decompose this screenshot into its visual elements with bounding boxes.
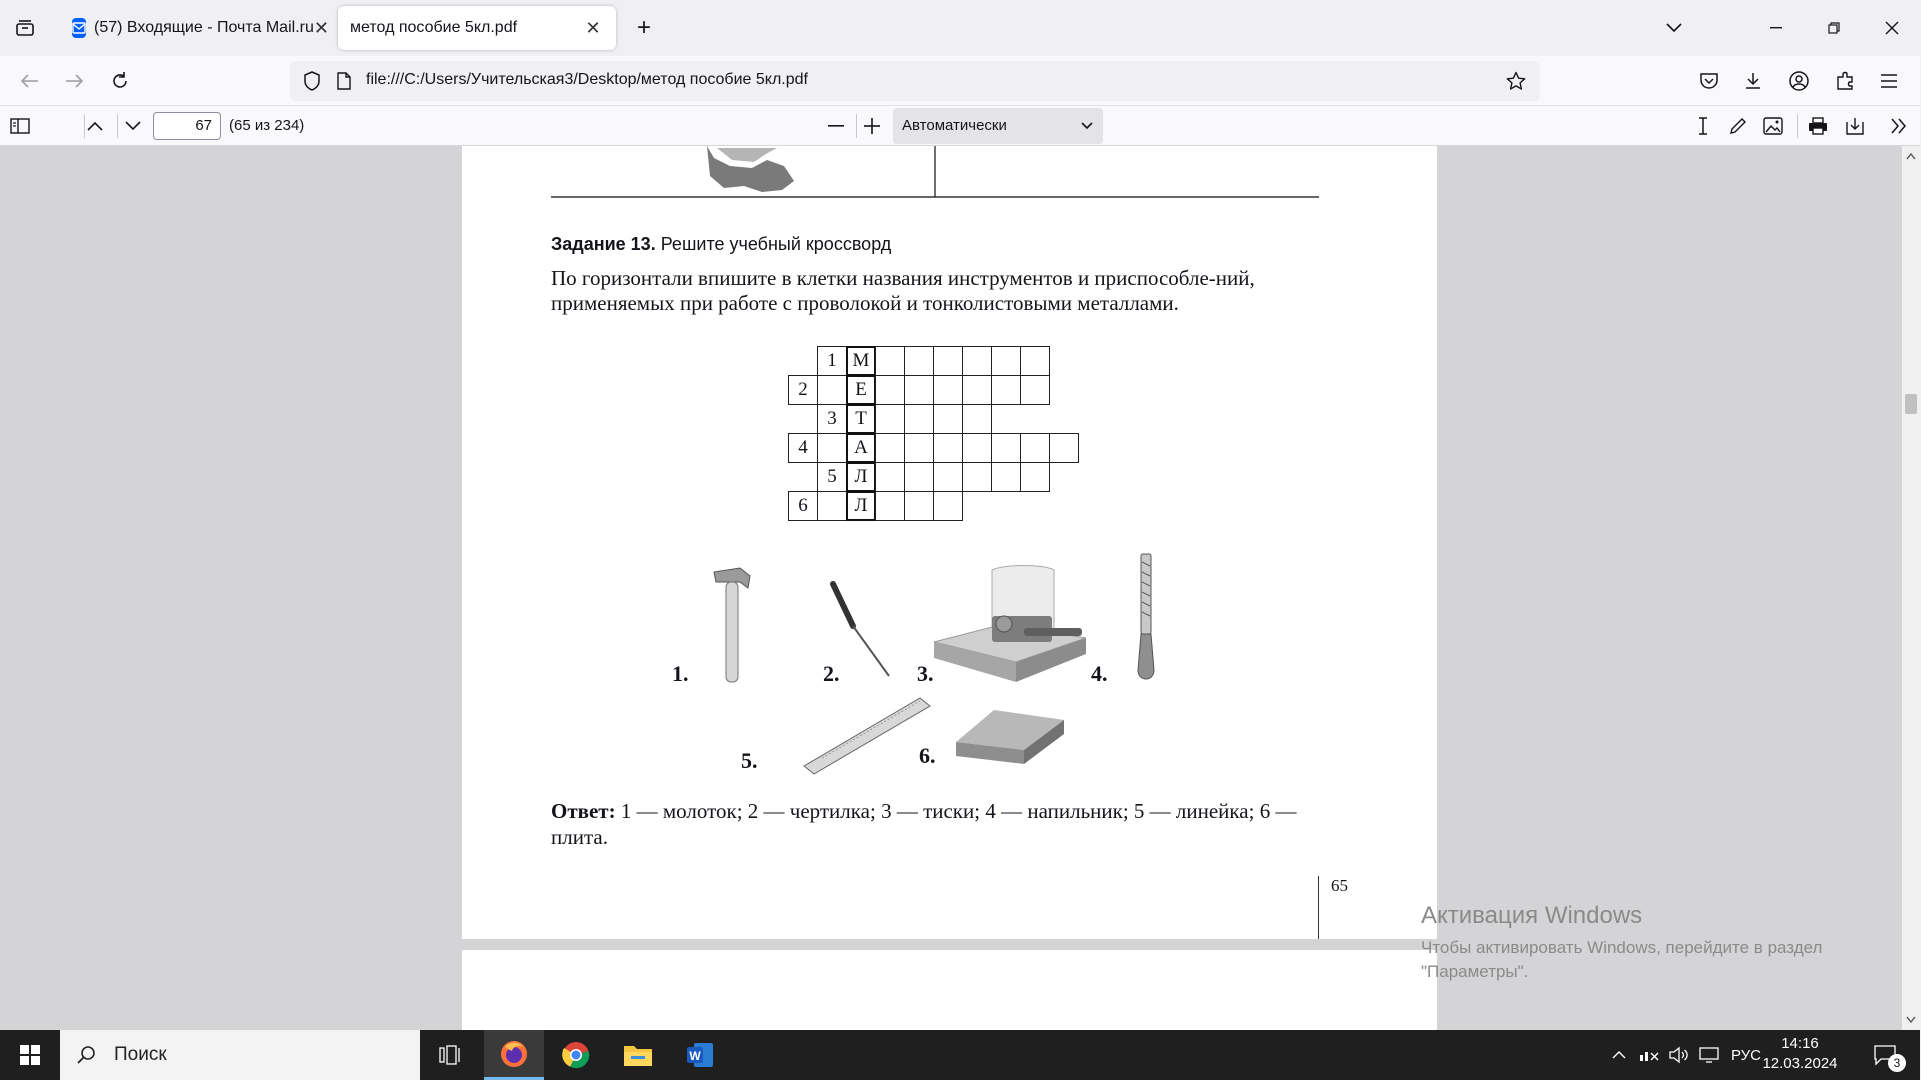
app-menu-button[interactable]: [1873, 65, 1905, 97]
crossword-number-cell: 6: [788, 491, 818, 521]
tab-close-button[interactable]: ✕: [585, 17, 601, 38]
ruler-illustration: [802, 696, 932, 776]
crossword-cell: [904, 404, 934, 434]
taskbar-firefox[interactable]: [484, 1030, 544, 1080]
crossword-cell: [875, 346, 905, 376]
crossword-cell: [904, 462, 934, 492]
task-description: По горизонтали впишите в клетки названия инструментов и приспособле-ний, применяемых при работе с проволокой и тонколистовыми металлами.: [551, 266, 1255, 315]
crossword-cell: [962, 433, 992, 463]
answer-body: 1 — молоток; 2 — чертилка; 3 — тиски; 4 — напильник; 5 — линейка; 6 — плита.: [551, 799, 1297, 849]
zoom-in-button[interactable]: [856, 110, 888, 142]
monitor-icon: [1699, 1047, 1719, 1063]
scrollbar-thumb[interactable]: [1905, 394, 1917, 414]
restore-button[interactable]: [1805, 0, 1863, 56]
taskbar-search-box[interactable]: [60, 1030, 420, 1080]
bookmark-star-button[interactable]: [1500, 65, 1532, 97]
scroll-up-arrow-icon[interactable]: [1906, 152, 1916, 160]
text-cursor-icon: [1697, 116, 1709, 136]
firefox-icon: [499, 1039, 529, 1069]
sidebar-icon: [10, 118, 30, 134]
text-select-tool-button[interactable]: [1687, 110, 1719, 142]
previous-figure-fragment: [462, 146, 1437, 196]
file-icon: [337, 72, 351, 90]
page-count-label: (65 из 234): [229, 117, 305, 134]
chrome-icon: [561, 1040, 591, 1070]
plate-illustration: [954, 706, 1066, 768]
crossword-key-cell: М: [846, 346, 876, 376]
download-icon: [1743, 71, 1763, 91]
taskbar-file-explorer[interactable]: [608, 1030, 668, 1080]
crossword-cell: [817, 433, 847, 463]
new-tab-button[interactable]: +: [636, 14, 651, 41]
notification-badge: 3: [1888, 1054, 1906, 1072]
tab-list-button[interactable]: [10, 14, 40, 42]
next-page-button[interactable]: [117, 110, 149, 142]
add-image-button[interactable]: [1757, 110, 1789, 142]
crossword-cell: [933, 346, 963, 376]
crossword-cell: [991, 433, 1021, 463]
pdf-toolbar: [0, 106, 1920, 146]
navigation-bar: [0, 56, 1920, 106]
file-tool-illustration: [1134, 552, 1158, 686]
svg-text:W: W: [689, 1049, 701, 1063]
page-number: 65: [1331, 876, 1348, 895]
network-off-icon: [1639, 1047, 1659, 1063]
tab-close-button[interactable]: ✕: [313, 17, 329, 38]
crossword-key-cell: Л: [846, 462, 876, 492]
print-button[interactable]: [1802, 110, 1834, 142]
account-button[interactable]: [1783, 65, 1815, 97]
crossword-number-cell: 4: [788, 433, 818, 463]
task-view-button[interactable]: [420, 1030, 480, 1080]
crossword-cell: [1049, 433, 1079, 463]
tab-mail[interactable]: [60, 6, 330, 50]
crossword-key-cell: Л: [846, 491, 876, 521]
downloads-button[interactable]: [1737, 65, 1769, 97]
zoom-select[interactable]: [893, 108, 1103, 144]
image-icon: [1763, 117, 1783, 135]
pen-icon: [1728, 116, 1748, 136]
pocket-button[interactable]: [1693, 65, 1725, 97]
task-view-icon: [439, 1045, 461, 1065]
restore-icon: [1828, 22, 1840, 34]
tab-title: (57) Входящие - Почта Mail.ru: [94, 19, 314, 36]
pdf-page: [462, 146, 1437, 939]
crossword-number-cell: 1: [817, 346, 847, 376]
mail-favicon-icon: [72, 18, 86, 38]
crossword-cell: [933, 491, 963, 521]
zoom-out-button[interactable]: [820, 110, 852, 142]
chevron-up-icon: [87, 121, 103, 131]
crossword-cell: [1020, 433, 1050, 463]
speaker-icon: [1669, 1047, 1689, 1063]
crossword-cell: [904, 433, 934, 463]
draw-button[interactable]: [1722, 110, 1754, 142]
vise-illustration: [934, 564, 1090, 686]
extensions-button[interactable]: [1829, 65, 1861, 97]
answer-label: Ответ:: [551, 799, 616, 823]
save-button[interactable]: [1839, 110, 1871, 142]
windows-logo-icon: [20, 1045, 40, 1065]
pdf-viewer[interactable]: [0, 146, 1920, 1030]
save-icon: [1845, 116, 1865, 136]
language-indicator[interactable]: РУС: [1730, 1046, 1762, 1064]
display-button[interactable]: [1695, 1030, 1723, 1080]
crossword-cell: [875, 433, 905, 463]
taskbar-chrome[interactable]: [546, 1030, 606, 1080]
windows-taskbar: [0, 1030, 1920, 1080]
task-label: Задание 13.: [551, 234, 656, 254]
scriber-illustration: [827, 580, 897, 680]
search-placeholder: Поиск: [114, 1044, 167, 1065]
arrow-left-icon: [20, 73, 40, 89]
zoom-value: Автоматически: [902, 117, 1007, 134]
tab-pdf[interactable]: [338, 6, 616, 50]
taskbar-word[interactable]: [670, 1030, 730, 1080]
crossword-number-cell: 3: [817, 404, 847, 434]
url-bar[interactable]: [290, 61, 1540, 101]
minimize-icon: [1770, 27, 1782, 29]
clock-time: 14:16: [1781, 1035, 1819, 1052]
network-button[interactable]: [1635, 1030, 1663, 1080]
crossword-cell: [904, 346, 934, 376]
task-title: Решите учебный кроссворд: [660, 234, 892, 254]
crossword-number-cell: 2: [788, 375, 818, 405]
hamburger-icon: [1880, 74, 1898, 88]
tab-title: метод пособие 5кл.pdf: [350, 19, 518, 36]
crossword-cell: [875, 462, 905, 492]
search-icon: [76, 1045, 96, 1065]
shield-icon: [303, 71, 321, 91]
plus-icon: [864, 118, 880, 134]
separator: [1797, 114, 1798, 138]
page-number-rule: [1318, 876, 1319, 939]
crossword-cell: [962, 404, 992, 434]
notification-center-button[interactable]: [1860, 1030, 1910, 1080]
tab-list-icon: [15, 19, 35, 37]
activation-title: Активация Windows: [1421, 902, 1643, 929]
crossword-cell: [933, 433, 963, 463]
crossword-cell: [933, 462, 963, 492]
crossword-cell: [817, 491, 847, 521]
tools-menu-button[interactable]: [1883, 110, 1915, 142]
url-text: file:///C:/Users/Учительская3/Desktop/метод пособие 5кл.pdf: [366, 71, 808, 88]
printer-icon: [1808, 116, 1828, 136]
image-label-3: 3.: [917, 661, 934, 686]
image-label-2: 2.: [823, 661, 840, 686]
crossword-cell: [991, 375, 1021, 405]
reload-icon: [110, 71, 130, 91]
activation-subtitle: Чтобы активировать Windows, перейдите в раздел "Параметры".: [1421, 938, 1823, 981]
close-icon: [1885, 21, 1899, 35]
crossword-cell: [933, 375, 963, 405]
task-heading: [551, 234, 891, 255]
image-label-1: 1.: [672, 661, 689, 686]
volume-button[interactable]: [1665, 1030, 1693, 1080]
forward-button[interactable]: [58, 65, 90, 97]
crossword-cell: [962, 346, 992, 376]
image-label-6: 6.: [919, 743, 936, 768]
crossword-cell: [962, 375, 992, 405]
reload-button[interactable]: [104, 65, 136, 97]
crossword-cell: [991, 462, 1021, 492]
sidebar-toggle-button[interactable]: [4, 110, 36, 142]
page-info-button[interactable]: [328, 65, 360, 97]
crossword-cell: [817, 375, 847, 405]
crossword-cell: [991, 346, 1021, 376]
puzzle-icon: [1835, 71, 1855, 91]
crossword-key-cell: А: [846, 433, 876, 463]
crossword-cell: [875, 404, 905, 434]
chevron-down-icon: [125, 121, 141, 131]
crossword-cell: [962, 462, 992, 492]
arrow-right-icon: [64, 73, 84, 89]
vertical-scrollbar[interactable]: [1902, 146, 1920, 1030]
crossword-number-cell: 5: [817, 462, 847, 492]
clock[interactable]: [1755, 1034, 1845, 1074]
scroll-down-arrow-icon[interactable]: [1906, 1016, 1916, 1024]
minus-icon: [828, 125, 844, 127]
list-all-tabs-button[interactable]: [1658, 12, 1690, 44]
crossword-key-cell: Е: [846, 375, 876, 405]
word-icon: [686, 1041, 714, 1069]
tracking-protection-button[interactable]: [296, 65, 328, 97]
crossword-cell: [904, 375, 934, 405]
minimize-button[interactable]: [1747, 0, 1805, 56]
clock-date: 12.03.2024: [1762, 1055, 1838, 1072]
windows-activation-watermark: [1421, 902, 1861, 984]
crossword-cell: [875, 375, 905, 405]
pocket-icon: [1699, 72, 1719, 90]
start-button[interactable]: [0, 1030, 60, 1080]
crossword-cell: [875, 491, 905, 521]
chevron-up-icon: [1612, 1051, 1626, 1059]
crossword-cell: [933, 404, 963, 434]
previous-page-button[interactable]: [79, 110, 111, 142]
chevron-down-icon: [1666, 23, 1682, 33]
image-label-5: 5.: [741, 748, 758, 773]
crossword-key-cell: Т: [846, 404, 876, 434]
account-icon: [1788, 70, 1810, 92]
crossword-cell: [904, 491, 934, 521]
folder-icon: [623, 1042, 653, 1068]
page-number-input[interactable]: 67: [153, 112, 221, 140]
crossword-cell: [1020, 462, 1050, 492]
answer-text: [551, 798, 1341, 850]
back-button[interactable]: [14, 65, 46, 97]
close-window-button[interactable]: [1863, 0, 1921, 56]
image-label-4: 4.: [1091, 661, 1108, 686]
double-chevron-right-icon: [1890, 118, 1908, 134]
show-hidden-icons-button[interactable]: [1605, 1030, 1633, 1080]
chevron-down-icon: [1081, 108, 1093, 144]
crossword-cell: [1020, 346, 1050, 376]
crossword-cell: [1020, 375, 1050, 405]
tab-bar: [0, 0, 1920, 56]
star-icon: [1506, 71, 1526, 91]
hammer-illustration: [710, 566, 754, 686]
